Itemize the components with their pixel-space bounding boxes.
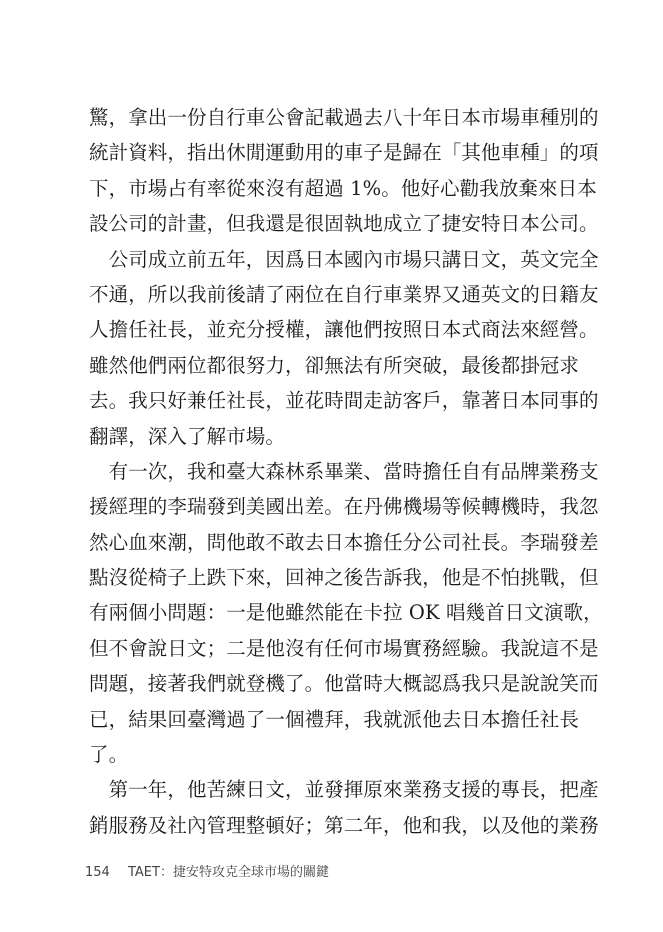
text-line: 第一年，他苦練日文，並發揮原來業務支援的專長，把產 <box>89 778 599 802</box>
text-line: 翻譯，深入了解市場。 <box>89 424 286 448</box>
text-line: 但不會說日文；二是他沒有任何市場實務經驗。我說這不是 <box>89 636 599 660</box>
running-title: TAET：捷安特攻克全球市場的關鍵 <box>127 865 329 880</box>
page-footer <box>85 861 329 880</box>
text-line: 然心血來潮，問他敢不敢去日本擔任分公司社長。李瑞發差 <box>89 530 599 554</box>
text-line: 點沒從椅子上跌下來，回神之後告訴我，他是不怕挑戰，但 <box>89 566 599 590</box>
text-line: 了。 <box>89 743 129 767</box>
text-line: 設公司的計畫，但我還是很固執地成立了捷安特日本公司。 <box>89 212 599 236</box>
text-line: 銷服務及社內管理整頓好；第二年，他和我，以及他的業務 <box>89 813 599 837</box>
text-line: 已，結果回臺灣過了一個禮拜，我就派他去日本擔任社長 <box>89 707 580 731</box>
text-line: 去。我只好兼任社長，並花時間走訪客戶，靠著日本同事的 <box>89 389 599 413</box>
text-line: 下，市場占有率從來沒有超過 1%。他好心勸我放棄來日本 <box>89 176 597 200</box>
text-line: 不通，所以我前後請了兩位在自行車業界又通英文的日籍友 <box>89 282 599 306</box>
text-line: 問題，接著我們就登機了。他當時大概認爲我只是說說笑而 <box>89 672 599 696</box>
text-line: 驚，拿出一份自行車公會記載過去八十年日本市場車種別的 <box>89 106 599 129</box>
text-line: 統計資料，指出休閒運動用的車子是歸在「其他車種」的項 <box>89 141 599 165</box>
text-line: 有一次，我和臺大森林系畢業、當時擔任自有品牌業務支 <box>89 459 599 483</box>
text-line: 援經理的李瑞發到美國出差。在丹佛機場等候轉機時，我忽 <box>89 495 599 519</box>
body-text <box>89 100 603 843</box>
text-line: 雖然他們兩位都很努力，卻無法有所突破，最後都掛冠求 <box>89 353 580 377</box>
text-line: 人擔任社長，並充分授權，讓他們按照日本式商法來經營。 <box>89 318 599 342</box>
text-line: 有兩個小問題：一是他雖然能在卡拉 OK 唱幾首日文演歌， <box>89 601 603 625</box>
text-line: 公司成立前五年，因爲日本國內市場只講日文，英文完全 <box>89 247 599 271</box>
page-number: 154 <box>85 865 110 880</box>
